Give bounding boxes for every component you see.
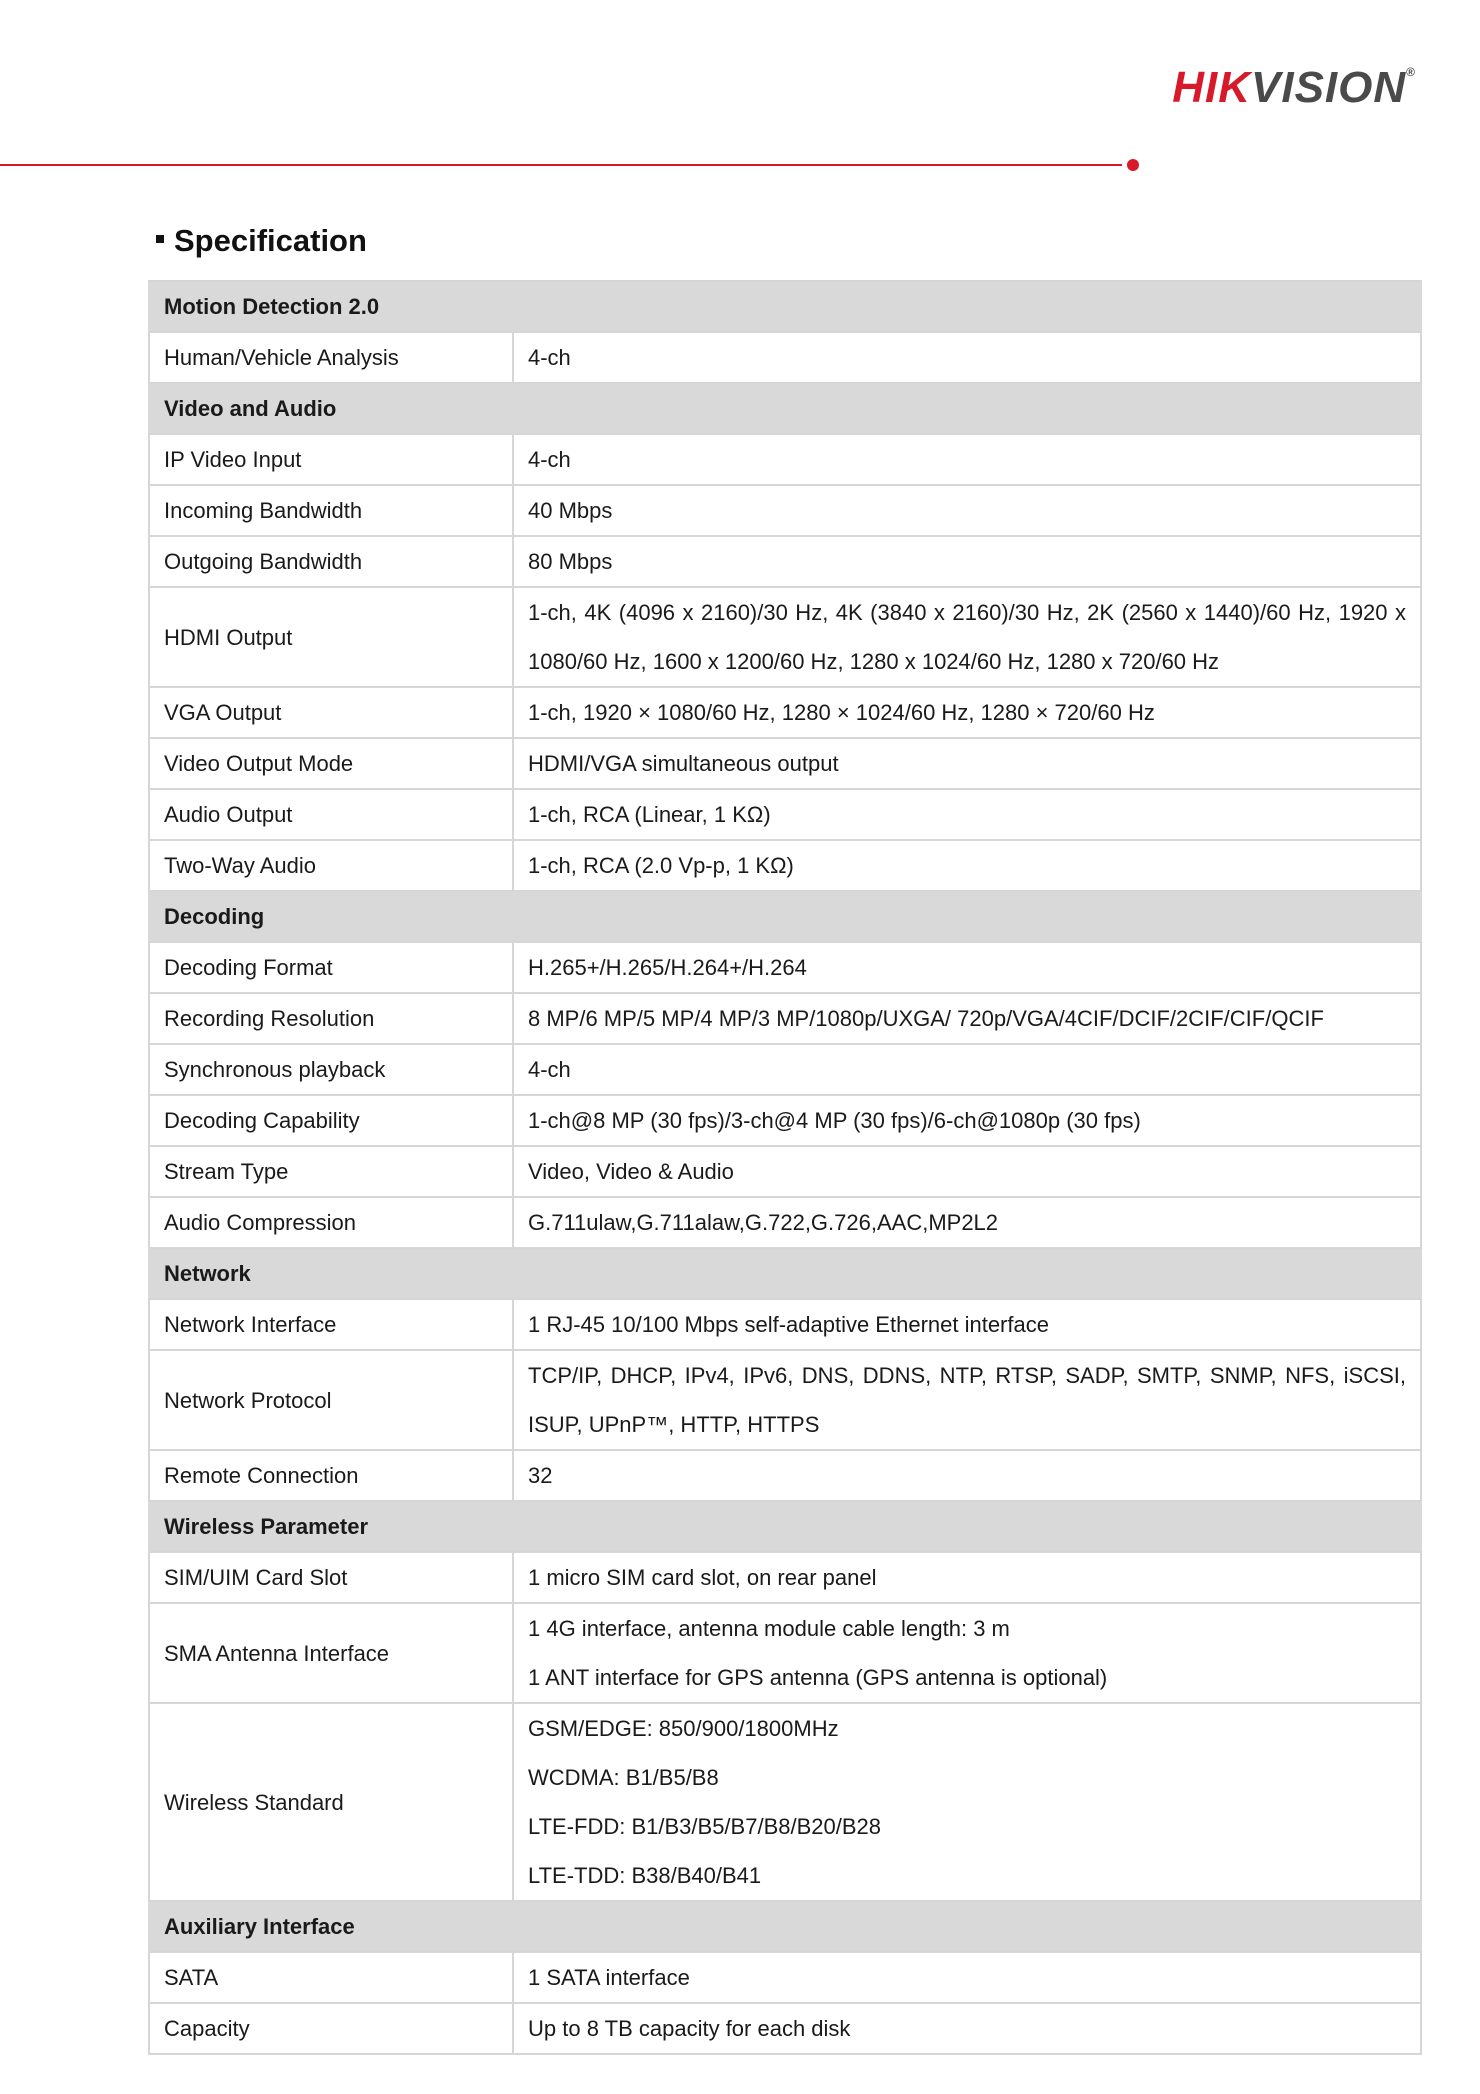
spec-row [149, 789, 1421, 840]
spec-label: Audio Compression [149, 1197, 513, 1248]
spec-value-line: 4-ch [528, 1057, 571, 1082]
spec-value [513, 1703, 1421, 1901]
spec-group-title: Motion Detection 2.0 [149, 281, 1421, 332]
spec-value [513, 434, 1421, 485]
spec-group-title: Decoding [149, 891, 1421, 942]
spec-row [149, 1044, 1421, 1095]
spec-row [149, 1603, 1421, 1703]
spec-value-line: 1 micro SIM card slot, on rear panel [528, 1565, 877, 1590]
spec-row [149, 687, 1421, 738]
spec-row [149, 1450, 1421, 1501]
logo-hik: HIK [1172, 63, 1251, 112]
spec-value-line: Up to 8 TB capacity for each disk [528, 2016, 851, 2041]
spec-value-line: 8 MP/6 MP/5 MP/4 MP/3 MP/1080p/UXGA/ 720p/VGA/4CIF/DCIF/2CIF/CIF/QCIF [528, 1006, 1324, 1031]
spec-value-line: Video, Video & Audio [528, 1159, 734, 1184]
spec-value [513, 1299, 1421, 1350]
section-title [156, 223, 367, 259]
spec-value [513, 587, 1421, 687]
spec-value [513, 1197, 1421, 1248]
spec-value-line: 32 [528, 1463, 553, 1488]
spec-label: Recording Resolution [149, 993, 513, 1044]
spec-row [149, 1299, 1421, 1350]
spec-value [513, 2003, 1421, 2054]
spec-value-line: TCP/IP, DHCP, IPv4, IPv6, DNS, DDNS, NTP, RTSP, SADP, SMTP, SNMP, NFS, iSCSI, ISUP, UPnP™, HTTP, HTTPS [528, 1363, 1406, 1437]
spec-value-line: 1-ch, RCA (2.0 Vp-p, 1 KΩ) [528, 853, 794, 878]
spec-value-line: 1-ch, RCA (Linear, 1 KΩ) [528, 802, 771, 827]
spec-value-line: LTE-TDD: B38/B40/B41 [528, 1863, 762, 1888]
spec-value-line: 40 Mbps [528, 498, 613, 523]
spec-row [149, 1095, 1421, 1146]
specification-table [148, 280, 1422, 2055]
spec-row [149, 1703, 1421, 1901]
spec-label: Video Output Mode [149, 738, 513, 789]
spec-label: Network Interface [149, 1299, 513, 1350]
spec-value-line: 1 ANT interface for GPS antenna (GPS antenna is optional) [528, 1665, 1108, 1690]
spec-label: Two-Way Audio [149, 840, 513, 891]
spec-row [149, 2003, 1421, 2054]
spec-row [149, 332, 1421, 383]
spec-label: SMA Antenna Interface [149, 1603, 513, 1703]
spec-value [513, 1552, 1421, 1603]
spec-row [149, 1350, 1421, 1450]
spec-row [149, 536, 1421, 587]
spec-label: Incoming Bandwidth [149, 485, 513, 536]
spec-row [149, 993, 1421, 1044]
spec-group-title: Auxiliary Interface [149, 1901, 1421, 1952]
spec-row [149, 485, 1421, 536]
spec-label: HDMI Output [149, 587, 513, 687]
spec-row [149, 1952, 1421, 2003]
spec-group-title: Wireless Parameter [149, 1501, 1421, 1552]
square-bullet-icon [156, 235, 164, 243]
header-divider-dot [1127, 159, 1139, 171]
spec-group-header [149, 891, 1421, 942]
spec-label: Capacity [149, 2003, 513, 2054]
spec-value-line: 1 4G interface, antenna module cable length: 3 m [528, 1616, 1010, 1641]
spec-value-line: 1-ch@8 MP (30 fps)/3-ch@4 MP (30 fps)/6-ch@1080p (30 fps) [528, 1108, 1141, 1133]
spec-value [513, 485, 1421, 536]
spec-value-line: G.711ulaw,G.711alaw,G.722,G.726,AAC,MP2L2 [528, 1210, 999, 1235]
spec-row [149, 942, 1421, 993]
spec-group-title: Video and Audio [149, 383, 1421, 434]
spec-label: Stream Type [149, 1146, 513, 1197]
spec-label: Decoding Capability [149, 1095, 513, 1146]
spec-value [513, 1603, 1421, 1703]
spec-label: Remote Connection [149, 1450, 513, 1501]
spec-value-line: 80 Mbps [528, 549, 613, 574]
spec-value [513, 789, 1421, 840]
spec-value [513, 1146, 1421, 1197]
spec-value [513, 738, 1421, 789]
spec-value-line: GSM/EDGE: 850/900/1800MHz [528, 1716, 839, 1741]
spec-group-header [149, 1901, 1421, 1952]
spec-value-line: 1 SATA interface [528, 1965, 690, 1990]
spec-value-line: 1-ch, 4K (4096 x 2160)/30 Hz, 4K (3840 x 2160)/30 Hz, 2K (2560 x 1440)/60 Hz, 1920 x 1080/60 Hz, 1600 x 1200/60 Hz, 1280 x 1024/60 Hz, 1280 x 720/60 Hz [528, 600, 1406, 674]
logo-registered-mark: ® [1406, 65, 1416, 79]
spec-group-title: Network [149, 1248, 1421, 1299]
spec-value [513, 1450, 1421, 1501]
spec-row [149, 738, 1421, 789]
spec-row [149, 1552, 1421, 1603]
spec-label: SATA [149, 1952, 513, 2003]
spec-label: SIM/UIM Card Slot [149, 1552, 513, 1603]
spec-value-line: 1 RJ-45 10/100 Mbps self-adaptive Ethernet interface [528, 1312, 1049, 1337]
spec-label: Wireless Standard [149, 1703, 513, 1901]
spec-label: Decoding Format [149, 942, 513, 993]
spec-value [513, 332, 1421, 383]
section-title-text: Specification [174, 223, 367, 258]
spec-group-header [149, 281, 1421, 332]
spec-label: VGA Output [149, 687, 513, 738]
spec-value [513, 1952, 1421, 2003]
header-divider-line [0, 164, 1122, 166]
spec-value [513, 993, 1421, 1044]
spec-value-line: 4-ch [528, 345, 571, 370]
spec-value [513, 942, 1421, 993]
spec-value [513, 840, 1421, 891]
spec-group-header [149, 1248, 1421, 1299]
spec-value [513, 1044, 1421, 1095]
spec-value [513, 687, 1421, 738]
spec-value [513, 1095, 1421, 1146]
spec-label: Outgoing Bandwidth [149, 536, 513, 587]
logo-vision: VISION [1251, 63, 1407, 112]
spec-value-line: 4-ch [528, 447, 571, 472]
spec-value [513, 536, 1421, 587]
spec-value-line: 1-ch, 1920 × 1080/60 Hz, 1280 × 1024/60 Hz, 1280 × 720/60 Hz [528, 700, 1155, 725]
spec-label: Network Protocol [149, 1350, 513, 1450]
spec-label: Human/Vehicle Analysis [149, 332, 513, 383]
spec-row [149, 1197, 1421, 1248]
spec-group-header [149, 1501, 1421, 1552]
spec-label: IP Video Input [149, 434, 513, 485]
spec-value-line: H.265+/H.265/H.264+/H.264 [528, 955, 807, 980]
spec-label: Audio Output [149, 789, 513, 840]
spec-group-header [149, 383, 1421, 434]
spec-value-line: HDMI/VGA simultaneous output [528, 751, 839, 776]
spec-row [149, 587, 1421, 687]
hikvision-logo [1172, 63, 1416, 112]
spec-value-line: LTE-FDD: B1/B3/B5/B7/B8/B20/B28 [528, 1814, 881, 1839]
spec-label: Synchronous playback [149, 1044, 513, 1095]
spec-row [149, 1146, 1421, 1197]
spec-row [149, 840, 1421, 891]
spec-value [513, 1350, 1421, 1450]
spec-row [149, 434, 1421, 485]
specification-table-body [149, 281, 1421, 2054]
spec-value-line: WCDMA: B1/B5/B8 [528, 1765, 719, 1790]
